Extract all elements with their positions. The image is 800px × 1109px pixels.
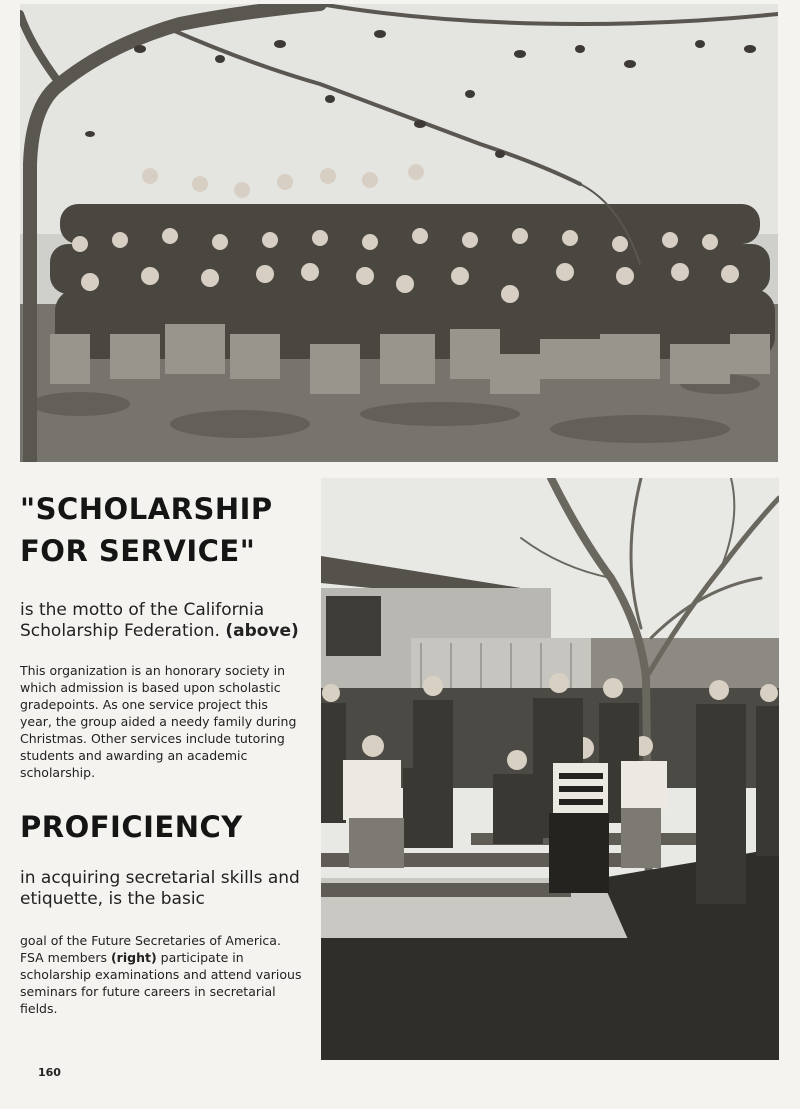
csf-motto-heading: "SCHOLARSHIP FOR SERVICE": [20, 492, 273, 568]
fsa-heading: PROFICIENCY: [20, 810, 243, 844]
csf-lead-text: [20, 600, 310, 642]
csf-lead-sentence: is the motto of the California Scholarship Federation.: [20, 600, 265, 641]
fsa-description: [20, 932, 303, 1017]
photo-ref-right: (right): [110, 950, 157, 965]
page-number: 160: [38, 1066, 61, 1079]
fsa-description-part-1: goal of the Future Secretaries of America. FSA members: [20, 933, 281, 965]
photo-ref-above: (above): [225, 621, 299, 641]
fsa-description-part-2: participate in scholarship examinations and attend various seminars for future careers in secretarial fields.: [20, 950, 302, 1016]
csf-group-photo: [20, 4, 778, 462]
fsa-lead-text: in acquiring secretarial skills and etiquette, is the basic: [20, 868, 300, 909]
fsa-group-photo: [321, 478, 779, 1060]
csf-description: This organization is an honorary society in which admission is based upon scholastic gradepoints. As one service project this year, the group aided a needy family during Christmas. Other services include tutoring students and awarding an academic scholarship.: [20, 663, 297, 780]
